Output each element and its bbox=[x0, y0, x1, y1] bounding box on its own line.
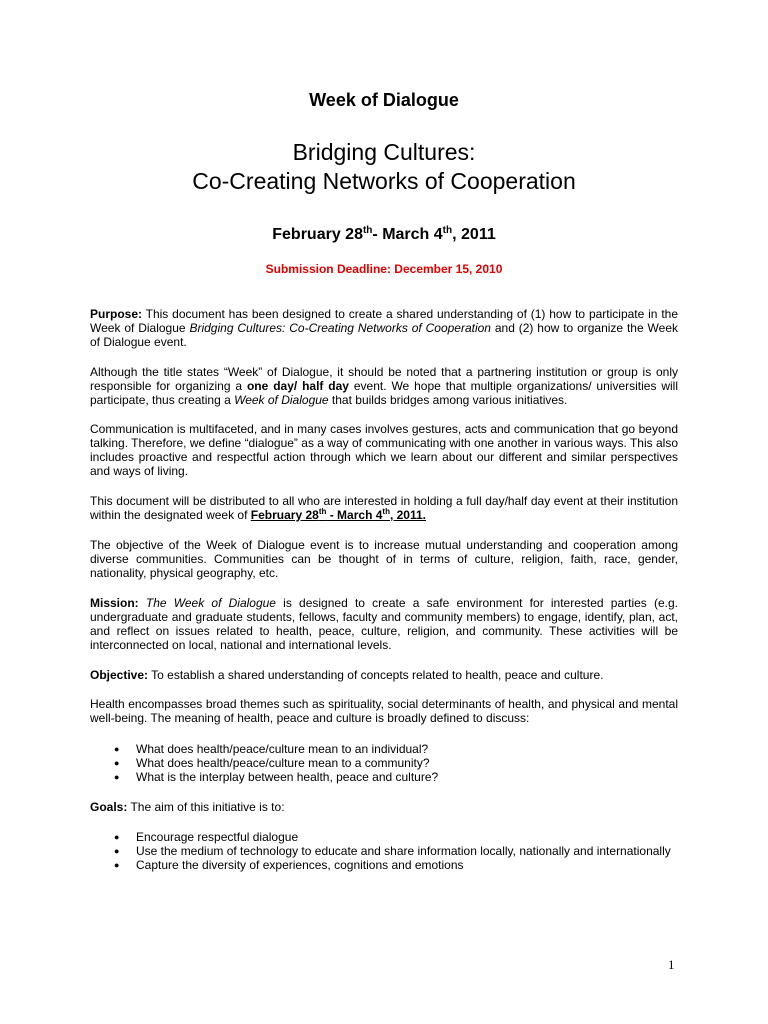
date-year: , 2011 bbox=[452, 226, 496, 243]
date-mid: - March 4 bbox=[372, 226, 443, 243]
goals-text: The aim of this initiative is to: bbox=[127, 800, 285, 814]
list-item: ● What is the interplay between health, peace and culture? bbox=[90, 770, 678, 784]
scope-text-a: Although the title states “Week” of Dialogue, it should be noted that a partnering institution or group is only responsible for organizing a bbox=[90, 365, 678, 393]
purpose-label: Purpose: bbox=[90, 307, 143, 321]
submission-deadline: Submission Deadline: December 15, 2010 bbox=[265, 262, 503, 276]
questions-list bbox=[90, 742, 678, 784]
title-line-2: Co-Creating Networks of Cooperation bbox=[192, 168, 576, 194]
mission-paragraph bbox=[90, 596, 678, 652]
list-item: ● Use the medium of technology to educate and share information locally, nationally and internationally bbox=[90, 844, 678, 858]
objective-paragraph bbox=[90, 668, 678, 682]
distribution-date-start: February 28 bbox=[250, 508, 319, 522]
goals-paragraph bbox=[90, 800, 678, 814]
distribution-dates bbox=[251, 508, 426, 522]
communication-paragraph bbox=[90, 422, 678, 478]
date-start-suffix: th bbox=[362, 225, 373, 236]
objective-text: To establish a shared understanding of concepts related to health, peace and culture. bbox=[148, 668, 604, 682]
scope-italic: Week of Dialogue bbox=[234, 393, 329, 407]
list-item: ● What does health/peace/culture mean to a community? bbox=[90, 756, 678, 770]
distribution-text: This document will be distributed to all who are interested in holding a full day/half day event at their institution within the designated week of bbox=[90, 494, 678, 522]
date-end-suffix: th bbox=[442, 225, 453, 236]
page-number: 1 bbox=[668, 957, 675, 972]
list-item: ● What does health/peace/culture mean to an individual? bbox=[90, 742, 678, 756]
scope-paragraph bbox=[90, 365, 678, 407]
goals-list bbox=[90, 830, 678, 872]
mission-text: is designed to create a safe environment for interested parties (e.g. undergraduate and graduate students, fellows, faculty and community members) to engage, identify, plan, act, and reflect on issues related to health, peace, culture, religion, and community. These activities will be interconnected on local, national and international levels. bbox=[90, 596, 679, 652]
scope-text-b: event. We hope that multiple organizations/ universities will participate, thus creating a bbox=[90, 379, 678, 407]
distribution-date-start-suffix: th bbox=[318, 507, 327, 516]
scope-bold: one day/ half day bbox=[246, 379, 349, 393]
health-text: Health encompasses broad themes such as spirituality, social determinants of health, and physical and mental well-being. The meaning of health, peace and culture is broadly defined to discuss: bbox=[90, 697, 678, 725]
distribution-paragraph bbox=[90, 494, 678, 522]
purpose-paragraph bbox=[90, 307, 678, 349]
health-paragraph bbox=[90, 697, 678, 725]
scope-text-c: that builds bridges among various initiatives. bbox=[328, 393, 568, 407]
list-item: ● Encourage respectful dialogue bbox=[90, 830, 678, 844]
event-heading: Week of Dialogue bbox=[309, 90, 459, 110]
distribution-date-mid: - March 4 bbox=[326, 508, 383, 522]
purpose-italic: Bridging Cultures: Co-Creating Networks of Cooperation bbox=[189, 321, 491, 335]
mission-italic: The Week of Dialogue bbox=[145, 596, 276, 610]
document-title bbox=[0, 138, 768, 196]
goals-label: Goals: bbox=[90, 800, 128, 814]
purpose-text-b: and (2) how to organize the Week of Dialogue event. bbox=[90, 321, 678, 349]
title-line-1: Bridging Cultures: bbox=[292, 139, 476, 165]
objective-label: Objective: bbox=[90, 668, 149, 682]
communication-text: Communication is multifaceted, and in many cases involves gestures, acts and communication that go beyond talking. Therefore, we define “dialogue” as a way of communicating with one another in various ways. This also includes proactive and respectful action through which we learn about our different and similar perspectives and ways of living. bbox=[90, 422, 678, 478]
list-item: ● Capture the diversity of experiences, cognitions and emotions bbox=[90, 858, 678, 872]
objective-intro-paragraph bbox=[90, 538, 678, 580]
purpose-text-a: This document has been designed to create a shared understanding of (1) how to participate in the Week of Dialogue bbox=[90, 307, 678, 335]
event-dates bbox=[0, 226, 768, 244]
objective-intro-text: The objective of the Week of Dialogue event is to increase mutual understanding and cooperation among diverse communities. Communities can be thought of in terms of culture, religion, faith, race, gender, nationality, physical geography, etc. bbox=[90, 538, 678, 580]
distribution-date-year: , 2011. bbox=[389, 508, 427, 522]
distribution-date-end-suffix: th bbox=[382, 507, 390, 516]
mission-label: Mission: bbox=[90, 596, 139, 610]
date-start: February 28 bbox=[272, 226, 363, 243]
